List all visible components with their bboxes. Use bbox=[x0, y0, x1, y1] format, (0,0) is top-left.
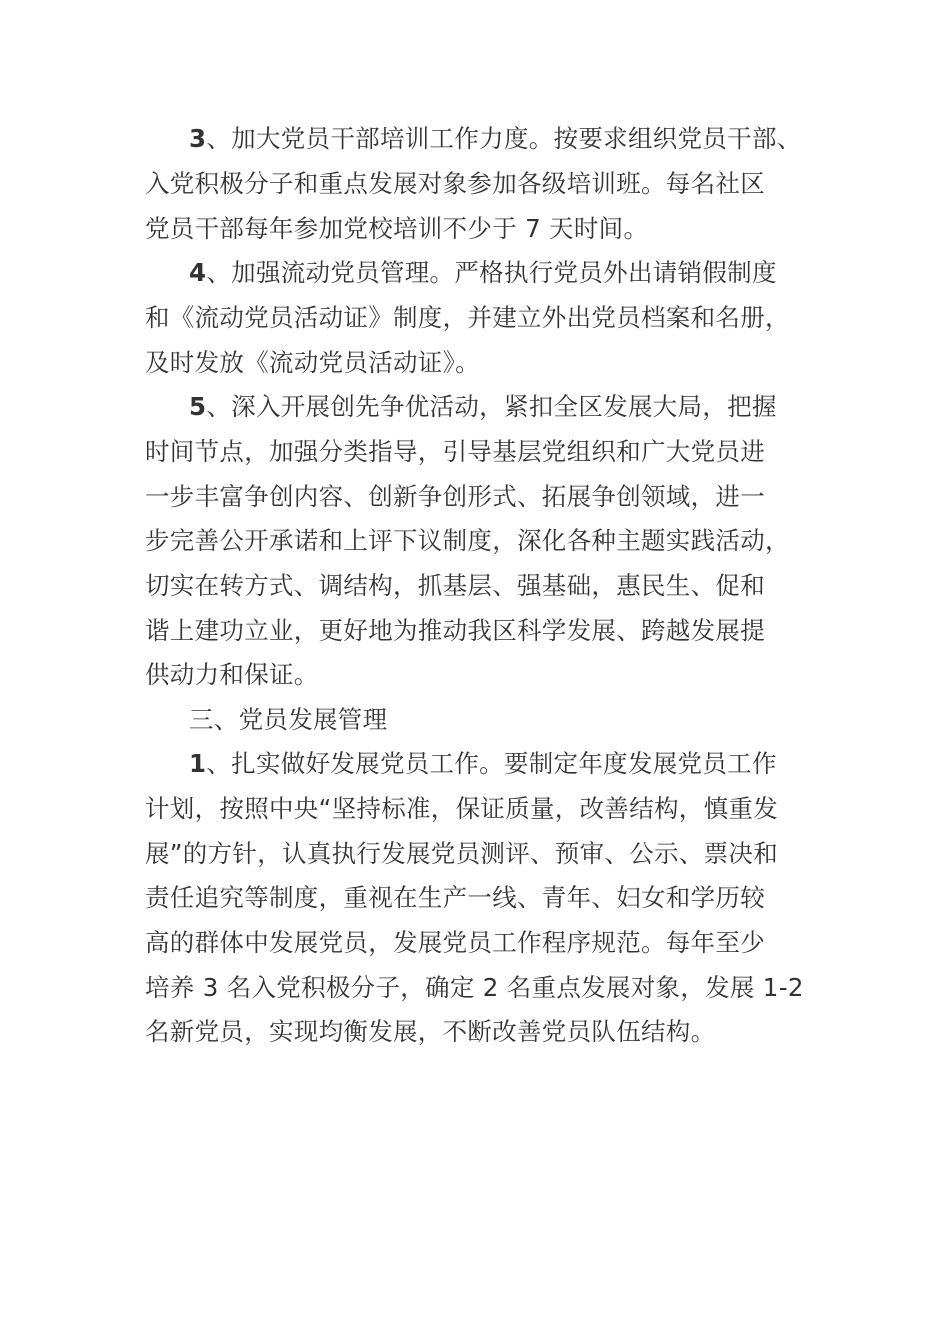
paragraph-5-line-6: 谐上建功立业，更好地为推动我区科学发展、跨越发展提 bbox=[145, 616, 765, 645]
paragraph-1-line-4: 责任追究等制度，重视在生产一线、青年、妇女和学历较 bbox=[145, 883, 765, 912]
paragraph-5-line-2: 时间节点，加强分类指导，引导基层党组织和广大党员进 bbox=[145, 437, 765, 466]
paragraph-1-line-6: 培养 3 名入党积极分子，确定 2 名重点发展对象，发展 1-2 bbox=[145, 973, 804, 1002]
paragraph-1-line-1 bbox=[189, 744, 777, 784]
paragraph-text: 、加大党员干部培训工作力度。按要求组织党员干部、 bbox=[206, 124, 802, 153]
section-heading: 三、党员发展管理 bbox=[189, 705, 388, 734]
paragraph-1-line-5: 高的群体中发展党员，发展党员工作程序规范。每年至少 bbox=[145, 928, 765, 957]
paragraph-4-line-3: 及时发放《流动党员活动证》。 bbox=[145, 348, 480, 377]
paragraph-5-line-4: 步完善公开承诺和上评下议制度，深化各种主题实践活动， bbox=[145, 526, 790, 555]
paragraph-text: 、深入开展创先争优活动，紧扣全区发展大局，把握 bbox=[206, 392, 777, 421]
paragraph-text: 、扎实做好发展党员工作。要制定年度发展党员工作 bbox=[206, 749, 777, 778]
paragraph-5-line-3: 一步丰富争创内容、创新争创形式、拓展争创领域，进一 bbox=[145, 482, 765, 511]
paragraph-number: 5 bbox=[189, 392, 207, 421]
paragraph-4-line-1 bbox=[189, 253, 777, 293]
paragraph-3-line-2: 入党积极分子和重点发展对象参加各级培训班。每名社区 bbox=[145, 169, 765, 198]
paragraph-1-line-7: 名新党员，实现均衡发展，不断改善党员队伍结构。 bbox=[145, 1017, 716, 1046]
paragraph-number: 1 bbox=[189, 749, 207, 778]
paragraph-text: 、加强流动党员管理。严格执行党员外出请销假制度 bbox=[206, 258, 777, 287]
paragraph-1-line-2: 计划，按照中央“坚持标准，保证质量，改善结构，慎重发 bbox=[145, 794, 778, 823]
paragraph-1-line-3: 展”的方针，认真执行发展党员测评、预审、公示、票决和 bbox=[145, 839, 778, 868]
paragraph-5-line-5: 切实在转方式、调结构，抓基层、强基础，惠民生、促和 bbox=[145, 571, 765, 600]
paragraph-4-line-2: 和《流动党员活动证》制度，并建立外出党员档案和名册， bbox=[145, 303, 790, 332]
paragraph-number: 4 bbox=[189, 258, 207, 287]
paragraph-3-line-1 bbox=[189, 119, 802, 159]
paragraph-5-line-1 bbox=[189, 387, 777, 427]
paragraph-number: 3 bbox=[189, 124, 207, 153]
paragraph-3-line-3: 党员干部每年参加党校培训不少于 7 天时间。 bbox=[145, 214, 649, 243]
paragraph-5-line-7: 供动力和保证。 bbox=[145, 660, 319, 689]
